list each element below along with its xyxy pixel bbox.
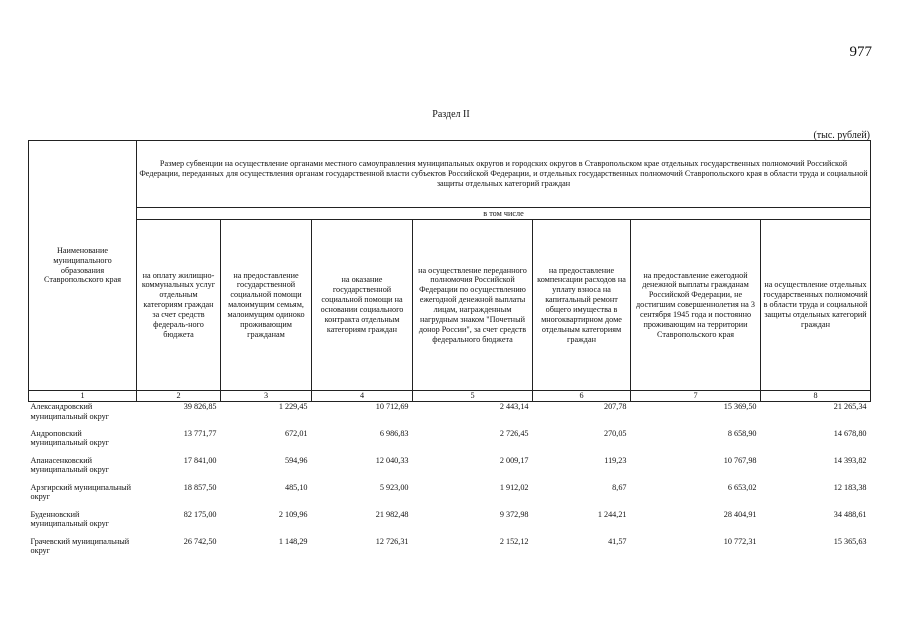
table-cell: 39 826,85 <box>183 402 217 411</box>
column-header-8: на осуществление отдельных государственных полномочий в области труда и социальной защиты отдельных категорий граждан <box>761 220 871 391</box>
column-number: 4 <box>312 391 413 402</box>
column-number: 8 <box>761 391 871 402</box>
table-cell: 41,57 <box>608 536 627 546</box>
table-cell: 8,67 <box>612 482 627 492</box>
table-cell: 12 183,38 <box>833 482 867 492</box>
table-cell: 14 393,82 <box>833 455 867 465</box>
table-cell: 10 767,98 <box>723 455 757 465</box>
table-cell: 14 678,80 <box>833 428 867 438</box>
table-cell: 5 923,00 <box>379 482 409 492</box>
municipality-name: Александровский муниципальный округ <box>30 402 110 421</box>
name-column-header: Наименование муниципального образования Ставропольского края <box>29 141 137 391</box>
table-cell: 8 658,90 <box>727 428 757 438</box>
column-number: 3 <box>221 391 312 402</box>
table-cell: 1 912,02 <box>499 482 529 492</box>
table-cell: 2 152,12 <box>499 536 529 546</box>
table-cell: 10 772,31 <box>723 536 757 546</box>
column-number: 1 <box>29 391 137 402</box>
column-header-3: на предоставление государственной социальной помощи малоимущим семьям, малоимущим одиноко проживающим гражданам <box>221 220 312 391</box>
table-cell: 207,78 <box>603 402 627 411</box>
table-cell: 2 443,14 <box>499 402 529 411</box>
table-cell: 1 244,21 <box>597 509 627 519</box>
table-cell: 2 009,17 <box>499 455 529 465</box>
column-header-5: на осуществление переданного полномочия Российской Федерации по осуществлению ежегодной денежной выплаты лицам, награжденным нагрудным знаком "Почетный донор России", за счет средств федерального бюджета <box>413 220 533 391</box>
table-cell: 21 265,34 <box>833 402 867 411</box>
column-header-2: на оплату жилищно-коммунальных услуг отдельным категориям граждан за счет средств федераль-ного бюджета <box>137 220 221 391</box>
table-cell: 9 372,98 <box>499 509 529 519</box>
table-cell: 2 109,96 <box>278 509 308 519</box>
page-number: 977 <box>849 44 872 60</box>
column-number: 2 <box>137 391 221 402</box>
section-title: Раздел II <box>432 109 470 120</box>
table-cell: 2 726,45 <box>499 428 529 438</box>
table-row <box>29 537 871 564</box>
subvention-table <box>28 140 871 564</box>
table-cell: 672,01 <box>284 428 308 438</box>
table-cell: 1 148,29 <box>278 536 308 546</box>
table-cell: 18 857,50 <box>183 482 217 492</box>
table-cell: 15 369,50 <box>723 402 757 411</box>
table-row <box>29 456 871 483</box>
table-row <box>29 483 871 510</box>
municipality-name: Апанасенковский муниципальный округ <box>30 455 110 475</box>
table-cell: 28 404,91 <box>723 509 757 519</box>
municipality-name: Андроповский муниципальный округ <box>30 428 110 448</box>
municipality-name: Буденновский муниципальный округ <box>30 509 110 529</box>
table-cell: 17 841,00 <box>183 455 217 465</box>
table-cell: 26 742,50 <box>183 536 217 546</box>
table-cell: 1 229,45 <box>278 402 308 411</box>
column-header-7: на предоставление ежегодной денежной выплаты гражданам Российской Федерации, не достигшим совершеннолетия на 3 сентября 1945 года и постоянно проживающим на территории Ставропольского края <box>631 220 761 391</box>
municipality-name: Грачевский муниципальный округ <box>30 536 130 556</box>
table-cell: 6 653,02 <box>727 482 757 492</box>
table-cell: 21 982,48 <box>375 509 409 519</box>
table-row <box>29 402 871 429</box>
table-row <box>29 510 871 537</box>
column-number: 5 <box>413 391 533 402</box>
table-cell: 34 488,61 <box>833 509 867 519</box>
table-cell: 119,23 <box>604 455 627 465</box>
table-cell: 594,96 <box>284 455 308 465</box>
table-cell: 485,10 <box>284 482 308 492</box>
table-row <box>29 429 871 456</box>
column-number: 6 <box>533 391 631 402</box>
table-cell: 12 040,33 <box>375 455 409 465</box>
table-cell: 6 986,83 <box>379 428 409 438</box>
table-cell: 82 175,00 <box>183 509 217 519</box>
table-cell: 15 365,63 <box>833 536 867 546</box>
table-cell: 10 712,69 <box>375 402 409 411</box>
column-header-4: на оказание государственной социальной помощи на основании социального контракта отдельным категориям граждан <box>312 220 413 391</box>
main-caption: Размер субвенции на осуществление органами местного самоуправления муниципальных округов и городских округов в Ставропольском крае отдельных государственных полномочий Российской Федерации, переданных для осуществления органам государственной власти субъектов Российской Федерации, и отдельных государственных полномочий Ставропольского края в области труда и социальной защиты отдельных категорий граждан <box>137 141 871 208</box>
table-cell: 270,05 <box>603 428 627 438</box>
units-label: (тыс. рублей) <box>813 130 870 141</box>
table-cell: 13 771,77 <box>183 428 217 438</box>
column-header-6: на предоставление компенсации расходов на уплату взноса на капитальный ремонт общего имущества в многоквартирном доме отдельным категориям граждан <box>533 220 631 391</box>
table-cell: 12 726,31 <box>375 536 409 546</box>
column-number: 7 <box>631 391 761 402</box>
including-caption: в том числе <box>137 208 871 220</box>
municipality-name: Арзгирский муниципальный округ <box>30 482 132 502</box>
